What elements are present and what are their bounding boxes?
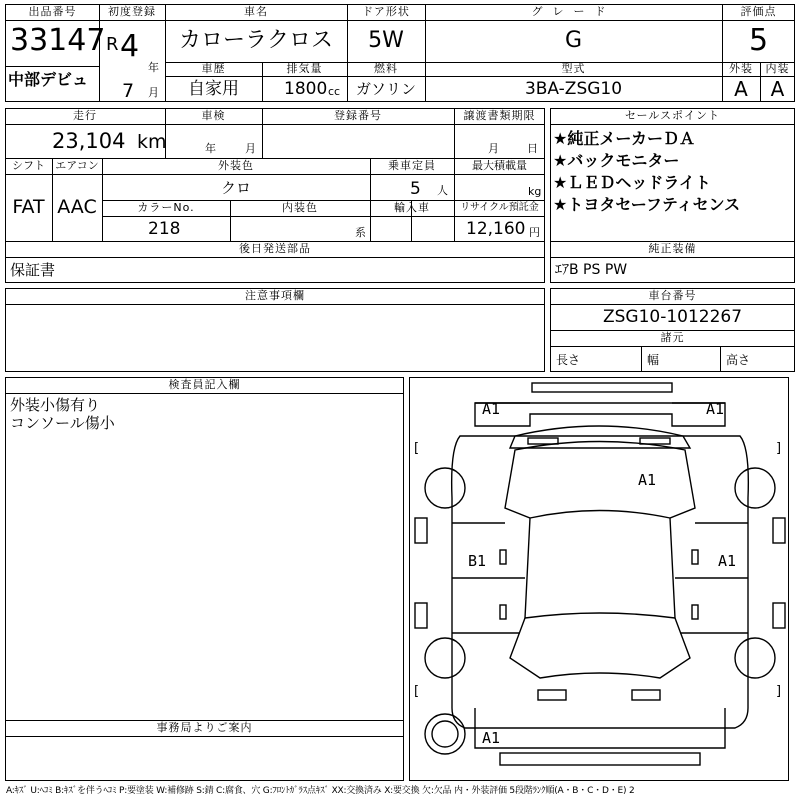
- office-label: 事務局よりご案内: [156, 721, 253, 734]
- color-no-label: カラーNo.: [137, 201, 195, 214]
- notes-label: 注意事項欄: [245, 289, 305, 302]
- color-label: 外装色: [218, 159, 254, 172]
- transfer-month-unit: 月: [488, 142, 499, 155]
- recycle-label: リサイクル預託金: [460, 202, 539, 213]
- interior-label: 内装: [765, 62, 790, 75]
- bracket-right: ]: [776, 441, 782, 456]
- bracket-left: [: [414, 684, 420, 699]
- history-label: 車歴: [201, 62, 226, 75]
- sales-points-label: セールスポイント: [624, 109, 720, 122]
- model: 3BA-ZSG10: [524, 79, 623, 99]
- load-unit: kg: [528, 185, 542, 198]
- chassis-number: ZSG10-1012267: [602, 307, 743, 327]
- door-label: ドア形状: [362, 5, 410, 18]
- reg-month: 7: [122, 80, 135, 102]
- ac-label: エアコン: [55, 159, 99, 172]
- displacement: 1800: [284, 79, 328, 99]
- mileage-unit: km: [137, 131, 167, 153]
- interior-grade: A: [770, 77, 785, 101]
- dims-label: 諸元: [660, 331, 685, 344]
- chassis-label: 車台番号: [648, 289, 697, 302]
- capacity: 5: [410, 179, 421, 199]
- later-parts: 保証書: [10, 261, 56, 279]
- sales-point: ★ＬＥＤヘッドライト: [553, 173, 711, 192]
- inspector-note-line: 外装小傷有り: [10, 396, 101, 414]
- legend: A:ｷｽﾞ U:ﾍｺﾐ B:ｷｽﾞを伴うﾍｺﾐ P:要塗装 W:補修跡 S:錆 C:腐食、穴 G:ﾌﾛﾝﾄｶﾞﾗｽ点ｷｽﾞ XX:交換済み X:要交換 欠:欠品 内・外装評価 5段階ﾗﾝｸ順(A・B・C・D・E) 2: [6, 786, 635, 796]
- exterior-grade: A: [734, 77, 748, 101]
- displacement-label: 排気量: [286, 62, 323, 75]
- load-label: 最大積載量: [472, 159, 527, 172]
- transfer-label: 譲渡書類期限: [463, 109, 536, 122]
- car-outline-svg: [410, 378, 788, 780]
- fuel-label: 燃料: [374, 62, 398, 75]
- reg-year: 4: [120, 29, 140, 64]
- recycle-amount: 12,160: [466, 219, 526, 239]
- venue: 中部デビュ: [8, 70, 89, 89]
- car-name-label: 車名: [244, 5, 268, 18]
- import-label: 輸入車: [394, 201, 430, 214]
- car-diagram: [409, 377, 789, 781]
- height-label: 高さ: [726, 353, 751, 367]
- grade-label: グレード: [531, 5, 616, 18]
- ac: AAC: [57, 196, 97, 218]
- score-label: 評価点: [740, 5, 777, 18]
- lot-number: 33147: [10, 23, 106, 58]
- model-label: 型式: [561, 62, 586, 75]
- inspection-year-unit: 年: [205, 142, 216, 155]
- damage-mark-right-door: A1: [718, 552, 737, 570]
- sales-points-list: [553, 128, 793, 216]
- first-reg-label: 初度登録: [108, 5, 156, 18]
- recycle-unit: 円: [529, 226, 540, 239]
- year-unit: 年: [148, 61, 159, 74]
- damage-mark-front-right: A1: [706, 400, 725, 418]
- sales-point: ★純正メーカーＤＡ: [553, 129, 696, 148]
- length-label: 長さ: [556, 353, 581, 367]
- color-no: 218: [148, 219, 181, 239]
- inspection-month-unit: 月: [245, 142, 256, 155]
- reg-number-label: 登録番号: [334, 109, 382, 122]
- fuel: ガソリン: [355, 80, 416, 98]
- sales-point: ★トヨタセーフティセンス: [553, 195, 741, 214]
- int-color-unit: 系: [355, 226, 366, 239]
- equipment-value: ｴｱB PS PW: [555, 262, 628, 278]
- lot-number-label: 出品番号: [28, 5, 77, 18]
- inspector-notes: [10, 396, 115, 432]
- shift: FAT: [12, 196, 45, 218]
- damage-mark-rear: A1: [482, 729, 501, 747]
- exterior-label: 外装: [729, 62, 753, 75]
- bracket-left: [: [414, 441, 420, 456]
- displacement-unit: cc: [328, 85, 341, 98]
- inspector-note-line: コンソール傷小: [10, 414, 115, 432]
- score: 5: [748, 23, 769, 58]
- month-unit: 月: [148, 86, 159, 99]
- body-color: クロ: [220, 179, 251, 197]
- transfer-day-unit: 日: [527, 142, 538, 155]
- car-name: カローラクロス: [178, 28, 333, 53]
- inspector-label: 検査員記入欄: [168, 378, 241, 391]
- capacity-unit: 人: [437, 184, 448, 197]
- era: R: [106, 34, 119, 55]
- damage-mark-hood: A1: [638, 471, 657, 489]
- bracket-right: ]: [776, 684, 782, 699]
- mileage-label: 走行: [73, 109, 97, 122]
- sales-point: ★バックモニター: [553, 151, 680, 170]
- history: 自家用: [188, 79, 239, 99]
- capacity-label: 乗車定員: [388, 159, 436, 172]
- damage-mark-left-door: B1: [468, 552, 487, 570]
- later-parts-label: 後日発送部品: [239, 242, 311, 255]
- damage-mark-front-left: A1: [482, 400, 501, 418]
- equipment-label: 純正装備: [648, 242, 697, 255]
- mileage: 23,104: [52, 129, 126, 153]
- shift-label: シフト: [12, 159, 45, 172]
- inspection-label: 車検: [201, 109, 226, 122]
- width-label: 幅: [647, 353, 660, 367]
- grade: G: [564, 28, 583, 53]
- int-color-label: 内装色: [282, 201, 318, 214]
- door-type: 5W: [368, 28, 404, 53]
